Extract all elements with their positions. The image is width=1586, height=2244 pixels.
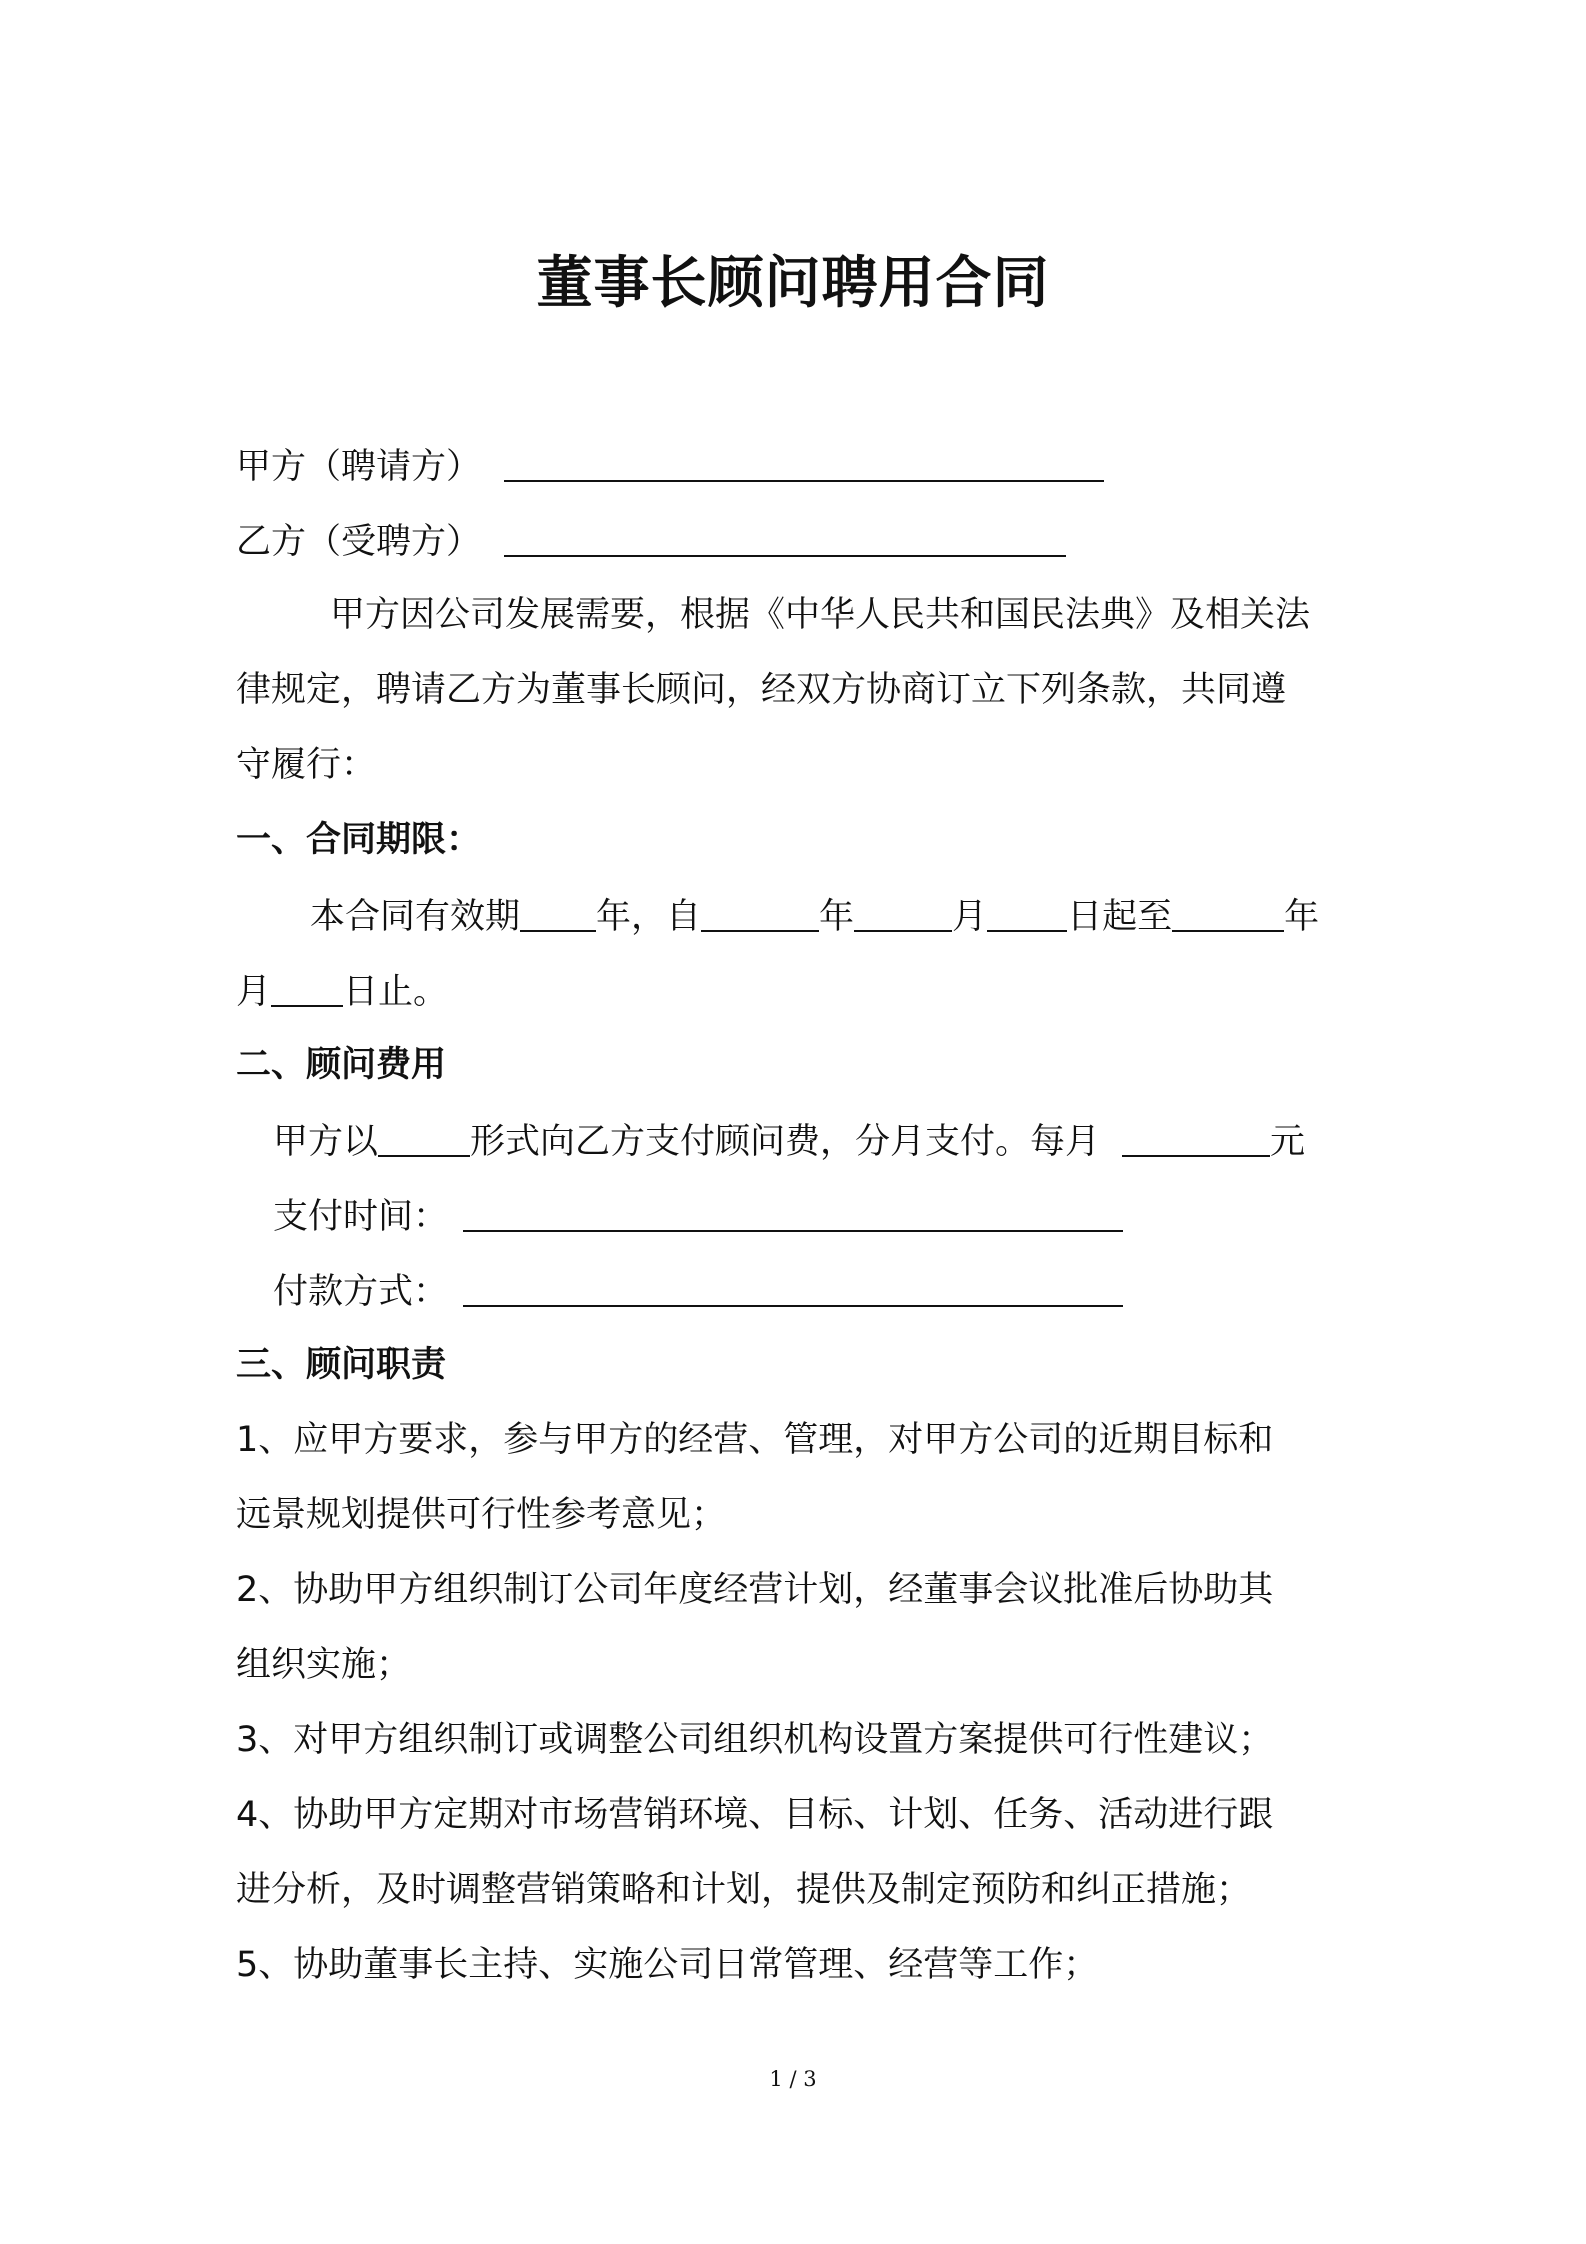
- section-2-heading: 二、顾问费用: [236, 1045, 447, 1085]
- monthly-fee-field[interactable]: [1122, 1115, 1270, 1157]
- pay-method-field[interactable]: [463, 1265, 1123, 1307]
- pay-time-row: [273, 1190, 1403, 1242]
- term-years-field[interactable]: [520, 890, 596, 932]
- party-b-row: [236, 515, 1366, 567]
- term-text-7: 月: [236, 972, 272, 1012]
- pay-time-field[interactable]: [463, 1190, 1123, 1232]
- fee-text-2: 形式向乙方支付顾问费，分月支付。每月: [470, 1122, 1101, 1162]
- term-text-4: 月: [952, 897, 988, 937]
- section-1-heading: 一、合同期限：: [236, 820, 482, 860]
- party-b-field[interactable]: [504, 515, 1066, 557]
- term-text-5: 日起至: [1067, 897, 1173, 937]
- duty-line: 进分析，及时调整营销策略和计划，提供及制定预防和纠正措施；: [236, 1870, 1252, 1910]
- start-month-field[interactable]: [854, 890, 952, 932]
- party-a-field[interactable]: [504, 440, 1104, 482]
- term-text-2: 年，自: [596, 897, 702, 937]
- term-text-6: 年: [1284, 897, 1320, 937]
- term-text-1: 本合同有效期: [310, 897, 521, 937]
- intro-line-3: 守履行：: [236, 745, 377, 785]
- party-b-label: 乙方（受聘方）: [236, 522, 482, 562]
- duty-line: 5、协助董事长主持、实施公司日常管理、经营等工作；: [236, 1945, 1099, 1985]
- term-text-3: 年: [819, 897, 855, 937]
- start-year-field[interactable]: [701, 890, 819, 932]
- fee-text-3: 元: [1270, 1122, 1306, 1162]
- intro-line-1: 甲方因公司发展需要，根据《中华人民共和国民法典》及相关法: [330, 595, 1311, 635]
- fee-row: [273, 1115, 1403, 1167]
- end-year-field[interactable]: [1172, 890, 1284, 932]
- term-row-1: [310, 890, 1440, 942]
- fee-form-field[interactable]: [378, 1115, 470, 1157]
- duty-line: 远景规划提供可行性参考意见；: [236, 1495, 727, 1535]
- duty-line: 组织实施；: [236, 1645, 412, 1685]
- section-3-heading: 三、顾问职责: [236, 1345, 447, 1385]
- term-text-8: 日止。: [343, 972, 449, 1012]
- party-a-label: 甲方（聘请方）: [236, 447, 482, 487]
- document-title: 董事长顾问聘用合同: [536, 251, 1050, 316]
- duty-line: 3、对甲方组织制订或调整公司组织机构设置方案提供可行性建议；: [236, 1720, 1274, 1760]
- term-row-2: [236, 965, 1366, 1017]
- pay-method-label: 付款方式：: [273, 1272, 449, 1312]
- pay-method-row: [273, 1265, 1403, 1317]
- page-number: 1 / 3: [769, 2067, 817, 2091]
- party-a-row: [236, 440, 1366, 492]
- pay-time-label: 支付时间：: [273, 1197, 449, 1237]
- fee-text-1: 甲方以: [273, 1122, 379, 1162]
- start-day-field[interactable]: [987, 890, 1067, 932]
- duty-line: 4、协助甲方定期对市场营销环境、目标、计划、任务、活动进行跟: [236, 1795, 1274, 1835]
- end-month-field[interactable]: [271, 965, 343, 1007]
- duty-line: 1、应甲方要求，参与甲方的经营、管理，对甲方公司的近期目标和: [236, 1420, 1274, 1460]
- intro-line-2: 律规定，聘请乙方为董事长顾问，经双方协商订立下列条款，共同遵: [236, 670, 1287, 710]
- duty-line: 2、协助甲方组织制订公司年度经营计划，经董事会议批准后协助其: [236, 1570, 1274, 1610]
